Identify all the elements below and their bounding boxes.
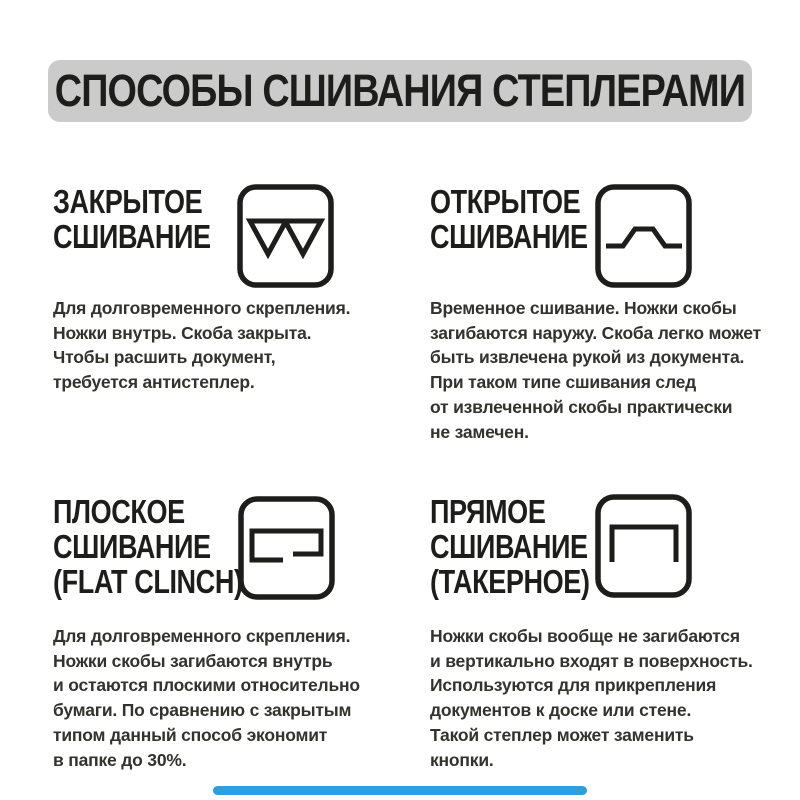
heading-line: СШИВАНИЕ: [53, 218, 211, 255]
description-line: кнопки.: [430, 749, 494, 770]
flat-clinch-icon: [238, 496, 335, 600]
description-line: требуется антистеплер.: [53, 372, 255, 393]
description-line: бумаги. По сравнению с закрытым: [53, 700, 352, 721]
heading-line: ОТКРЫТОЕ: [430, 183, 581, 220]
heading-line: (FLAT CLINCH): [53, 563, 243, 600]
description-line: Ножки скобы вообще не загибаются: [430, 626, 740, 646]
description-line: Временное сшивание. Ножки скобы: [430, 298, 737, 318]
heading-line: ЗАКРЫТОЕ: [53, 183, 203, 220]
closed-stitch-icon: [237, 184, 334, 288]
description-line: Используются для прикрепления: [430, 675, 717, 696]
description-line: от извлеченной скобы практически: [430, 396, 733, 417]
description-line: и остаются плоскими относительно: [53, 675, 360, 696]
heading-line: СШИВАНИЕ: [430, 528, 588, 565]
description-line: не замечен.: [430, 421, 529, 442]
description-line: типом данный способ экономит: [53, 724, 328, 745]
description-line: Такой степлер может заменить: [430, 724, 694, 745]
description-line: быть извлечена рукой из документа.: [430, 347, 745, 368]
description-line: и вертикально входят в поверхность.: [430, 650, 753, 671]
page-title: СПОСОБЫ СШИВАНИЯ СТЕПЛЕРАМИ: [54, 65, 746, 116]
description-line: При таком типе сшивания след: [430, 372, 697, 393]
description-line: Для долговременного скрепления.: [53, 298, 351, 318]
heading-line: ПЛОСКОЕ: [53, 493, 185, 530]
heading-line: СШИВАНИЕ: [53, 528, 211, 565]
description-line: Чтобы расшить документ,: [53, 347, 276, 368]
open-stitch-icon: [595, 184, 692, 288]
bottom-accent-bar: [213, 786, 587, 795]
title-banner: [48, 60, 752, 122]
section-heading-closed: [53, 184, 245, 254]
section-description-flat-clinch: [53, 624, 360, 772]
heading-line: СШИВАНИЕ: [430, 218, 588, 255]
section-description-open: [430, 296, 761, 444]
description-line: в папке до 30%.: [53, 749, 187, 770]
description-line: Ножки внутрь. Скоба закрыта.: [53, 322, 312, 343]
description-line: документов к доске или стене.: [430, 700, 692, 721]
section-description-closed: [53, 296, 350, 395]
description-line: Ножки скобы загибаются внутрь: [53, 650, 333, 671]
tacker-stitch-icon: [595, 494, 692, 598]
description-line: Для долговременного скрепления.: [53, 626, 351, 646]
section-description-tacker: [430, 624, 753, 772]
section-heading-open: [430, 184, 622, 254]
heading-line: ПРЯМОЕ: [430, 493, 546, 530]
description-line: загибаются наружу. Скоба легко может: [430, 322, 761, 343]
heading-line: (ТАКЕРНОЕ): [430, 563, 590, 600]
